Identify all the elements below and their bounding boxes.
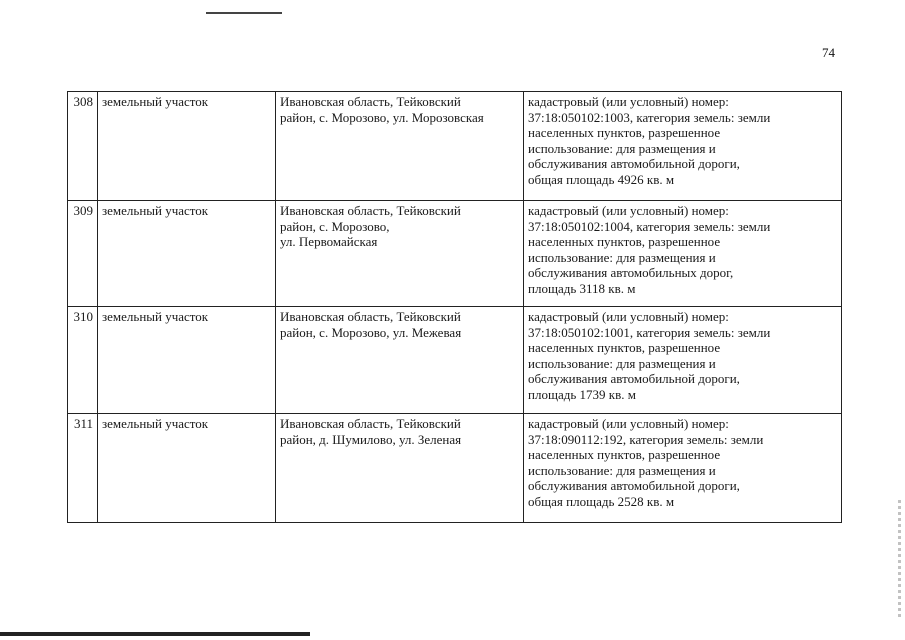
scan-mark-bottom bbox=[0, 632, 310, 636]
object-name: земельный участок bbox=[98, 307, 276, 414]
object-address: Ивановская область, Тейковский район, с. Морозово, ул. Первомайская bbox=[276, 201, 524, 307]
property-table bbox=[67, 91, 842, 523]
table-row bbox=[68, 92, 842, 201]
page-number: 74 bbox=[822, 45, 835, 60]
table-row bbox=[68, 307, 842, 414]
table-row bbox=[68, 201, 842, 307]
object-address: Ивановская область, Тейковский район, д. Шумилово, ул. Зеленая bbox=[276, 414, 524, 523]
row-number: 311 bbox=[68, 414, 98, 523]
object-description: кадастровый (или условный) номер: 37:18:050102:1004, категория земель: земли населенных пунктов, разрешенное использование: для размещения и обслуживания автомобильных дорог, площадь 3118 кв. м bbox=[524, 201, 842, 307]
object-description: кадастровый (или условный) номер: 37:18:050102:1003, категория земель: земли населенных пунктов, разрешенное использование: для размещения и обслуживания автомобильной дороги, общая площадь 4926 кв. м bbox=[524, 92, 842, 201]
object-address: Ивановская область, Тейковский район, с. Морозово, ул. Межевая bbox=[276, 307, 524, 414]
scan-mark-top bbox=[206, 12, 282, 14]
object-description: кадастровый (или условный) номер: 37:18:050102:1001, категория земель: земли населенных пунктов, разрешенное использование: для размещения и обслуживания автомобильной дороги, площадь 1739 кв. м bbox=[524, 307, 842, 414]
object-address: Ивановская область, Тейковский район, с. Морозово, ул. Морозовская bbox=[276, 92, 524, 201]
object-description: кадастровый (или условный) номер: 37:18:090112:192, категория земель: земли населенных пунктов, разрешенное использование: для размещения и обслуживания автомобильной дороги, общая площадь 2528 кв. м bbox=[524, 414, 842, 523]
object-name: земельный участок bbox=[98, 201, 276, 307]
table-row bbox=[68, 414, 842, 523]
scan-edge-mark bbox=[898, 500, 901, 620]
row-number: 310 bbox=[68, 307, 98, 414]
object-name: земельный участок bbox=[98, 92, 276, 201]
row-number: 308 bbox=[68, 92, 98, 201]
object-name: земельный участок bbox=[98, 414, 276, 523]
row-number: 309 bbox=[68, 201, 98, 307]
